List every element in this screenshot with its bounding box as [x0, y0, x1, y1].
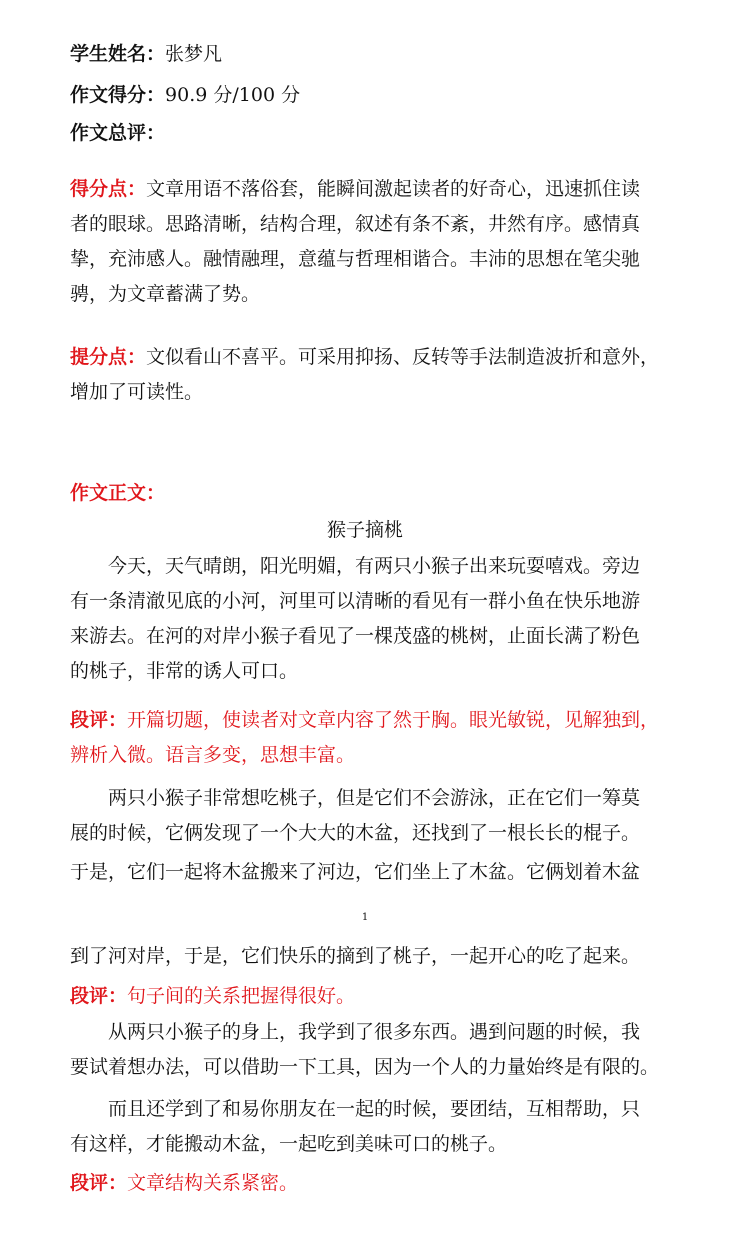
student-name-label: 学生姓名： — [70, 43, 166, 65]
page-number: 1 — [361, 912, 369, 923]
improve-line-1-text: 文似看山不喜平。可采用抑扬、反转等手法制造波折和意外， — [146, 346, 660, 368]
comment-3-label: 段评： — [70, 1172, 128, 1194]
score-row — [70, 83, 670, 107]
p1-line-4: 的桃子，非常的诱人可口。 — [70, 660, 299, 682]
plus-line-2: 者的眼球。思路清晰，结构合理，叙述有条不紊，井然有序。感情真 — [70, 213, 641, 235]
plus-line-1-text: 文章用语不落俗套，能瞬间激起读者的好奇心，迅速抓住读 — [146, 178, 641, 200]
p2-line-3: 于是，它们一起将木盆搬来了河边，它们坐上了木盆。它俩划着木盆 — [70, 861, 641, 883]
comment-2 — [70, 984, 670, 1008]
essay-title: 猴子摘桃 — [326, 519, 403, 541]
score-value: 90.9 分/100 分 — [165, 84, 301, 106]
p1-line-3: 来游去。在河的对岸小猴子看见了一棵茂盛的桃树，止面长满了粉色 — [70, 625, 641, 647]
score-label: 作文得分： — [70, 84, 166, 106]
comment-1-label: 段评： — [70, 709, 128, 731]
comment-1-line-1 — [70, 708, 670, 732]
student-name-row — [70, 42, 670, 66]
comment-2-label: 段评： — [70, 985, 128, 1007]
p4-line-1: 而且还学到了和易你朋友在一起的时候，要团结，互相帮助，只 — [108, 1098, 641, 1120]
comment-1-line-2: 辨析入微。语言多变，思想丰富。 — [70, 744, 356, 766]
comment-1-line-1-text: 开篇切题，使读者对文章内容了然于胸。眼光敏锐，见解独到， — [127, 709, 660, 731]
improve-label: 提分点： — [70, 346, 147, 368]
p2-line-4: 到了河对岸，于是，它们快乐的摘到了桃子，一起开心的吃了起来。 — [70, 945, 641, 967]
p3-line-1: 从两只小猴子的身上，我学到了很多东西。遇到问题的时候，我 — [108, 1021, 641, 1043]
plus-line-1 — [70, 177, 670, 201]
plus-line-4: 骋，为文章蓄满了势。 — [70, 283, 261, 305]
overall-review-label: 作文总评： — [70, 122, 166, 144]
plus-line-3: 挚，充沛感人。融情融理，意蕴与哲理相谐合。丰沛的思想在笔尖驰 — [70, 248, 641, 270]
essay-section-label: 作文正文： — [70, 482, 166, 504]
improve-line-2: 增加了可读性。 — [70, 381, 204, 403]
p1-line-1: 今天，天气晴朗，阳光明媚，有两只小猴子出来玩耍嘻戏。旁边 — [108, 555, 641, 577]
plus-label: 得分点： — [70, 178, 147, 200]
p4-line-2: 有这样，才能搬动木盆，一起吃到美味可口的桃子。 — [70, 1133, 508, 1155]
comment-3-text: 文章结构关系紧密。 — [127, 1172, 299, 1194]
comment-2-text: 句子间的关系把握得很好。 — [127, 985, 356, 1007]
student-name-value: 张梦凡 — [165, 43, 223, 65]
p3-line-2: 要试着想办法，可以借助一下工具，因为一个人的力量始终是有限的。 — [70, 1056, 660, 1078]
p1-line-2: 有一条清澈见底的小河，河里可以清晰的看见有一群小鱼在快乐地游 — [70, 590, 641, 612]
p2-line-1: 两只小猴子非常想吃桃子，但是它们不会游泳，正在它们一筹莫 — [108, 787, 641, 809]
p2-line-2: 展的时候，它俩发现了一个大大的木盆，还找到了一根长长的棍子。 — [70, 822, 641, 844]
improve-line-1 — [70, 345, 670, 369]
comment-3 — [70, 1171, 670, 1195]
